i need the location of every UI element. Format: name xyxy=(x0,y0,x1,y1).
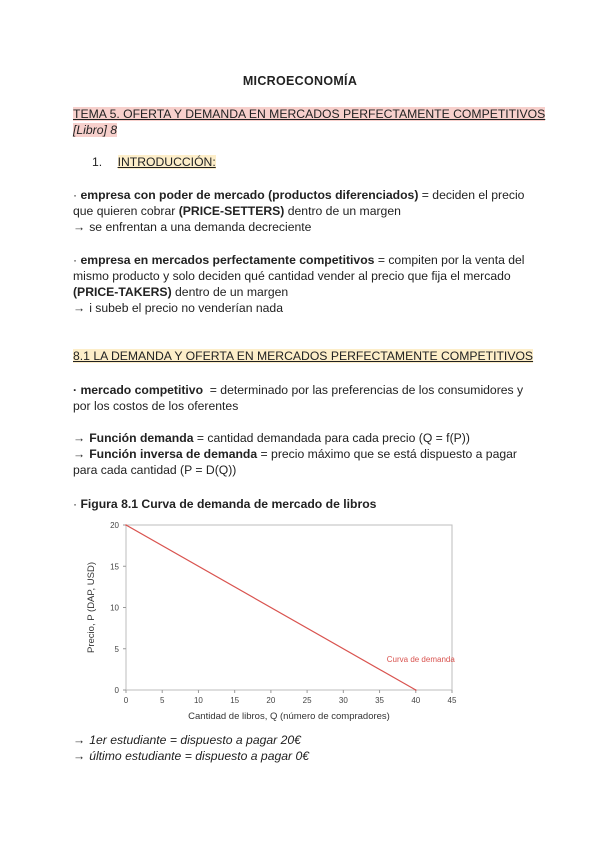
figure-title: Figura 8.1 Curva de demanda de mercado de libros xyxy=(80,497,377,511)
book-reference xyxy=(73,122,117,138)
market-def-rest: = determinado por las preferencias de los consumidores y xyxy=(203,383,524,397)
x-tick-label: 25 xyxy=(302,696,312,705)
arrow-icon: → xyxy=(73,733,86,747)
note-last-student-text: último estudiante = dispuesto a pagar 0€ xyxy=(89,749,310,763)
bullet1-rest: = deciden el precio xyxy=(418,188,525,202)
arrow-icon: → xyxy=(73,220,86,234)
note-last-student xyxy=(73,748,309,764)
x-tick-label: 20 xyxy=(266,696,276,705)
bullet1-line2a: que quieren cobrar xyxy=(73,204,179,218)
bullet2-line2: mismo producto y solo deciden qué cantidad vender al precio que fija el mercado xyxy=(73,269,511,283)
section1-title: INTRODUCCIÓN: xyxy=(117,155,216,169)
demand-curve-line xyxy=(126,525,416,690)
y-axis-label: Precio, P (DAP, USD) xyxy=(86,562,97,653)
section1-heading xyxy=(92,155,216,169)
bullet2-line4-text: i subeb el precio no venderían nada xyxy=(89,301,283,315)
figure-mark: · xyxy=(73,497,78,511)
x-axis-label: Cantidad de libros, Q (número de compradores) xyxy=(188,711,390,722)
arrow-icon: → xyxy=(73,447,86,461)
arrow-icon: → xyxy=(73,301,86,315)
y-tick-label: 5 xyxy=(114,644,119,654)
y-tick-label: 0 xyxy=(114,686,119,695)
inverse-demand-bold: Función inversa de demanda xyxy=(89,447,258,461)
bullet1-line3-text: se enfrentan a una demanda decreciente xyxy=(89,220,312,234)
y-tick-label: 10 xyxy=(110,603,119,613)
section1-number: 1. xyxy=(92,155,103,169)
y-tick-label: 15 xyxy=(110,562,119,572)
demand-curve-label: Curva de demanda xyxy=(386,654,455,664)
bullet2-bold: empresa en mercados perfectamente competitivos xyxy=(80,253,375,267)
x-tick-label: 35 xyxy=(375,696,385,705)
market-def-bold: · mercado competitivo xyxy=(73,383,204,397)
x-tick-label: 30 xyxy=(338,696,348,705)
demand-curve-point xyxy=(415,689,417,691)
bullet1-line2c: dentro de un margen xyxy=(284,204,401,218)
bullet1-line1 xyxy=(73,187,524,203)
x-tick-label: 45 xyxy=(447,696,457,705)
section81-heading-text: 8.1 LA DEMANDA Y OFERTA EN MERCADOS PERFECTAMENTE COMPETITIVOS xyxy=(73,349,534,363)
bullet-mark: · xyxy=(73,253,78,267)
inverse-demand-line1 xyxy=(73,446,517,462)
book-reference-text: [Libro] 8 xyxy=(73,123,118,137)
x-tick-label: 5 xyxy=(159,696,165,705)
bullet2-line1 xyxy=(73,252,525,268)
inverse-demand-rest: = precio máximo que se está dispuesto a pagar xyxy=(257,447,517,461)
inverse-demand-line2: para cada cantidad (P = D(Q)) xyxy=(73,463,237,477)
market-def-line1 xyxy=(73,382,523,398)
x-tick-label: 10 xyxy=(193,696,203,705)
bullet2-line3b: dentro de un margen xyxy=(171,285,289,299)
note-first-student-text: 1er estudiante = dispuesto a pagar 20€ xyxy=(89,733,301,747)
page-title: MICROECONOMÍA xyxy=(242,74,358,88)
demand-curve-point xyxy=(125,524,127,526)
demand-chart xyxy=(70,512,470,727)
y-tick-label: 20 xyxy=(110,521,119,530)
demand-function-line xyxy=(73,430,470,446)
market-def-line2: por los costos de los oferentes xyxy=(73,399,239,413)
demand-function-rest: = cantidad demandada para cada precio (Q = f(P)) xyxy=(193,431,470,445)
arrow-icon: → xyxy=(73,431,86,445)
bullet-mark: · xyxy=(73,188,78,202)
plot-frame xyxy=(126,525,452,690)
x-tick-label: 40 xyxy=(411,696,421,705)
topic-heading xyxy=(73,106,545,122)
bullet2-line4 xyxy=(73,300,283,316)
bullet2-rest: = compiten por la venta del xyxy=(374,253,525,267)
bullet2-line3 xyxy=(73,284,288,300)
note-first-student xyxy=(73,732,301,748)
bullet1-line2 xyxy=(73,203,401,219)
x-tick-label: 15 xyxy=(230,696,240,705)
bullet1-line3 xyxy=(73,219,311,235)
bullet1-bold: empresa con poder de mercado (productos diferenciados) xyxy=(80,188,419,202)
x-tick-label: 0 xyxy=(123,696,129,705)
demand-function-bold: Función demanda xyxy=(89,431,194,445)
bullet1-line2b: (PRICE-SETTERS) xyxy=(178,204,285,218)
figure-caption xyxy=(73,496,376,512)
section81-heading xyxy=(73,348,533,364)
topic-heading-text: TEMA 5. OFERTA Y DEMANDA EN MERCADOS PERFECTAMENTE COMPETITIVOS xyxy=(73,107,546,121)
bullet2-line3a: (PRICE-TAKERS) xyxy=(73,285,172,299)
arrow-icon: → xyxy=(73,749,86,763)
